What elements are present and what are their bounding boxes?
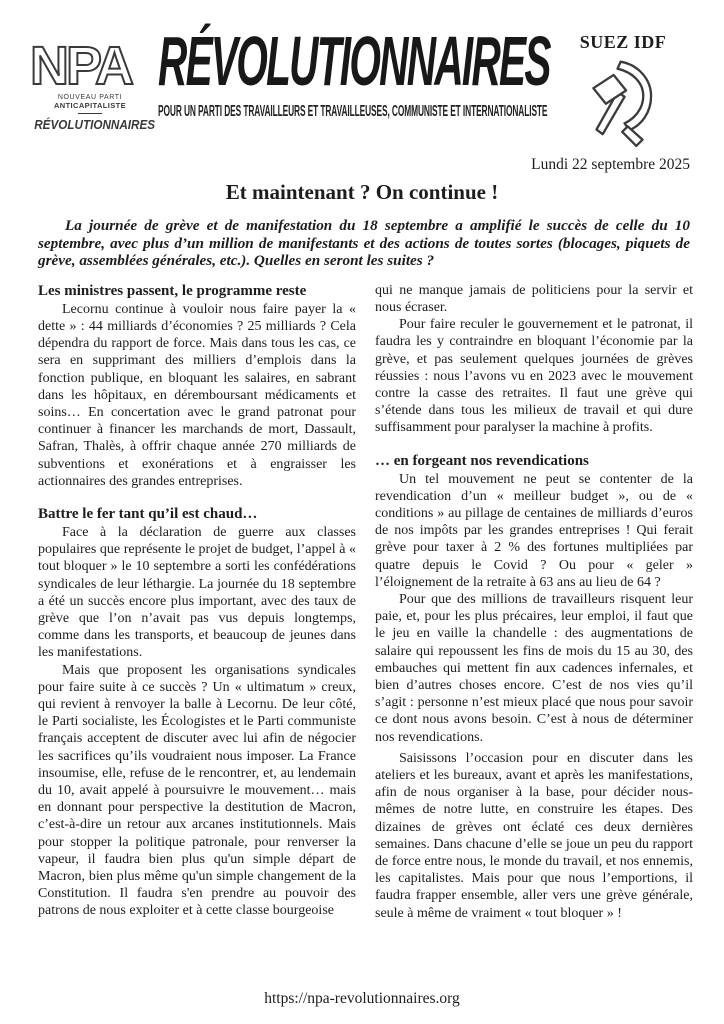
logo-line-nouveau-parti: NOUVEAU PARTI	[57, 94, 123, 101]
body-paragraph: Lecornu continue à vouloir nous faire payer la « dette » : 44 milliards d’économies ? 25 milliards ? Cela dépendra du rapport de force. Mais dans tous les cas, ce sera en supprimant des milliers d’emplois dans la fonction publique, en bloquant les salaires, en sabrant dans les hôpitaux, en déremboursant médicaments et soins… En concertation avec le grand patronat pour continuer à financer les marchands de mort, Dassault, Safran, Thalès, à offrir chaque année 270 milliards de subventions et exonérations et à engraisser les actionnaires des grandes entreprises.	[38, 301, 356, 489]
article-title: Et maintenant ? On continue !	[225, 180, 499, 204]
body-paragraph: Pour que des millions de travailleurs risquent leur paie, et, pour les plus précaires, leur emploi, il faut que le jeu en vaille la chandelle : des augmentations de salaire qui repoussent les fins de mois du 15 au 30, des embauches qui mettent fin aux cadences infernales, et bien d’autres choses encore. C’est de nos vies qu’il s’agit : personne n’est mieux placé que nous pour savoir ce dont nous avons besoin. C’est à nous de déterminer nos revendications.	[375, 592, 693, 745]
masthead-subtitle	[158, 103, 548, 121]
right-column	[375, 282, 693, 922]
article-columns	[38, 282, 693, 922]
edition-label: SUEZ IDF	[579, 32, 667, 52]
npa-logo	[28, 26, 156, 132]
body-paragraph: Un tel mouvement ne peut se contenter de la revendication d’un « meilleur budget », ou de « conditions » au pillage de centaines de milliards d’euros de nos impôts par les grandes entreprises ! Qui ferait grève pour taxer à 2 % des fortunes multipliées par quatre depuis le Covid ? Ou pour « geler » l’éloignement de la retraite à 63 ans au lieu de 64 ?	[375, 471, 693, 590]
body-paragraph: Pour faire reculer le gouvernement et le patronat, il faudra les y contraindre en bloquant l’économie par la grève, et pas seulement quelques journées de grèves réussies : nous l’avons vu en 2023 avec le mouvement contre la casse des retraites. Il faut une grève qui s’étende dans tous les milieux de travail et qui dure suffisamment pour paralyser la machine à profits.	[375, 317, 693, 436]
hammer-and-sickle-icon	[584, 59, 662, 147]
body-paragraph: Mais que proposent les organisations syndicales pour faire suite à ce succès ? Un « ultimatum » creux, qui revient à renvoyer la balle à Lecornu. De leur côté, le Parti socialiste, les Écologistes et le Parti communiste français acceptent de discuter avec lui afin de négocier les sacrifices qu’ils voudraient nous imposer. La France insoumise, elle, refuse de le rencontrer, et, au lendemain du 10, avait appelé à poursuivre le mouvement… mais en donnant pour perspective la destitution de Macron, c’est-à-dire un retour aux arcanes institutionnels. Mais pour stopper la politique patronale, pour renverser la vapeur, il faudra bien plus qu'un simple départ de Macron, bien plus même qu'un simple changement de la Constitution. Il faudra s'en prendre au pouvoir des patrons de nous exploiter et à cette classe bourgeoise	[38, 662, 356, 919]
masthead	[152, 22, 550, 121]
logo-line-revolutionnaires: RÉVOLUTIONNAIRES	[34, 117, 156, 132]
body-paragraph: Face à la déclaration de guerre aux classes populaires que représente le projet de budget, l’appel à « tout bloquer » le 10 septembre a sorti les confédérations syndicales de leur léthargie. La journée du 18 septembre a été un succès encore plus important, avec des taux de grève que l’on n’avait pas vus depuis longtemps, comme dans les transports, et beaucoup de jeunes dans les manifestations.	[38, 525, 356, 661]
section-heading-battre-le-fer: Battre le fer tant qu’il est chaud…	[38, 506, 258, 523]
left-column	[38, 282, 356, 922]
header	[0, 0, 724, 152]
masthead-title	[158, 22, 550, 100]
date-label: Lundi 22 septembre 2025	[531, 156, 690, 173]
intro-paragraph: La journée de grève et de manifestation du 18 septembre a amplifié le succès de celle du 10 septembre, avec plus d’un million de manifestants et des actions de toutes sortes (blocages, piquets de grève, assemblées générales, etc.). Quelles en seront les suites ?	[38, 217, 690, 270]
masthead-title-text: RÉVOLUTIONNAIRES	[158, 22, 550, 100]
npa-acronym-outline-icon	[31, 38, 149, 88]
npa-acronym: NPA	[31, 38, 132, 88]
logo-divider	[78, 113, 102, 114]
section-heading-revendications: … en forgeant nos revendications	[375, 452, 589, 469]
body-paragraph: Saisissons l’occasion pour en discuter dans les ateliers et les bureaux, avant et après les manifestations, afin de nous organiser à la base, pour décider nous-mêmes de notre lutte, en construire les étapes. Des dizaines de grèves ont éclaté ces deux dernières semaines. Dans chacune d’elle se joue un peu du rapport de force entre nous, le monde du travail, et nos ennemis, les capitalistes. Mais pour que nous l’emportions, il faudra frapper ensemble, aller vers une grève générale, seule à même de vraiment « tout bloquer » !	[375, 750, 693, 921]
masthead-subtitle-text: POUR UN PARTI DES TRAVAILLEURS ET TRAVAILLEUSES, COMMUNISTE ET INTERNATIONALISTE	[158, 103, 548, 120]
logo-line-anticapitaliste: ANTICAPITALISTE	[53, 101, 127, 110]
body-paragraph-continuation: qui ne manque jamais de politiciens pour la servir et nous écraser.	[375, 282, 693, 315]
footer-url: https://npa-revolutionnaires.org	[264, 990, 460, 1007]
section-heading-ministres: Les ministres passent, le programme reste	[38, 282, 307, 299]
edition-block	[548, 26, 698, 152]
